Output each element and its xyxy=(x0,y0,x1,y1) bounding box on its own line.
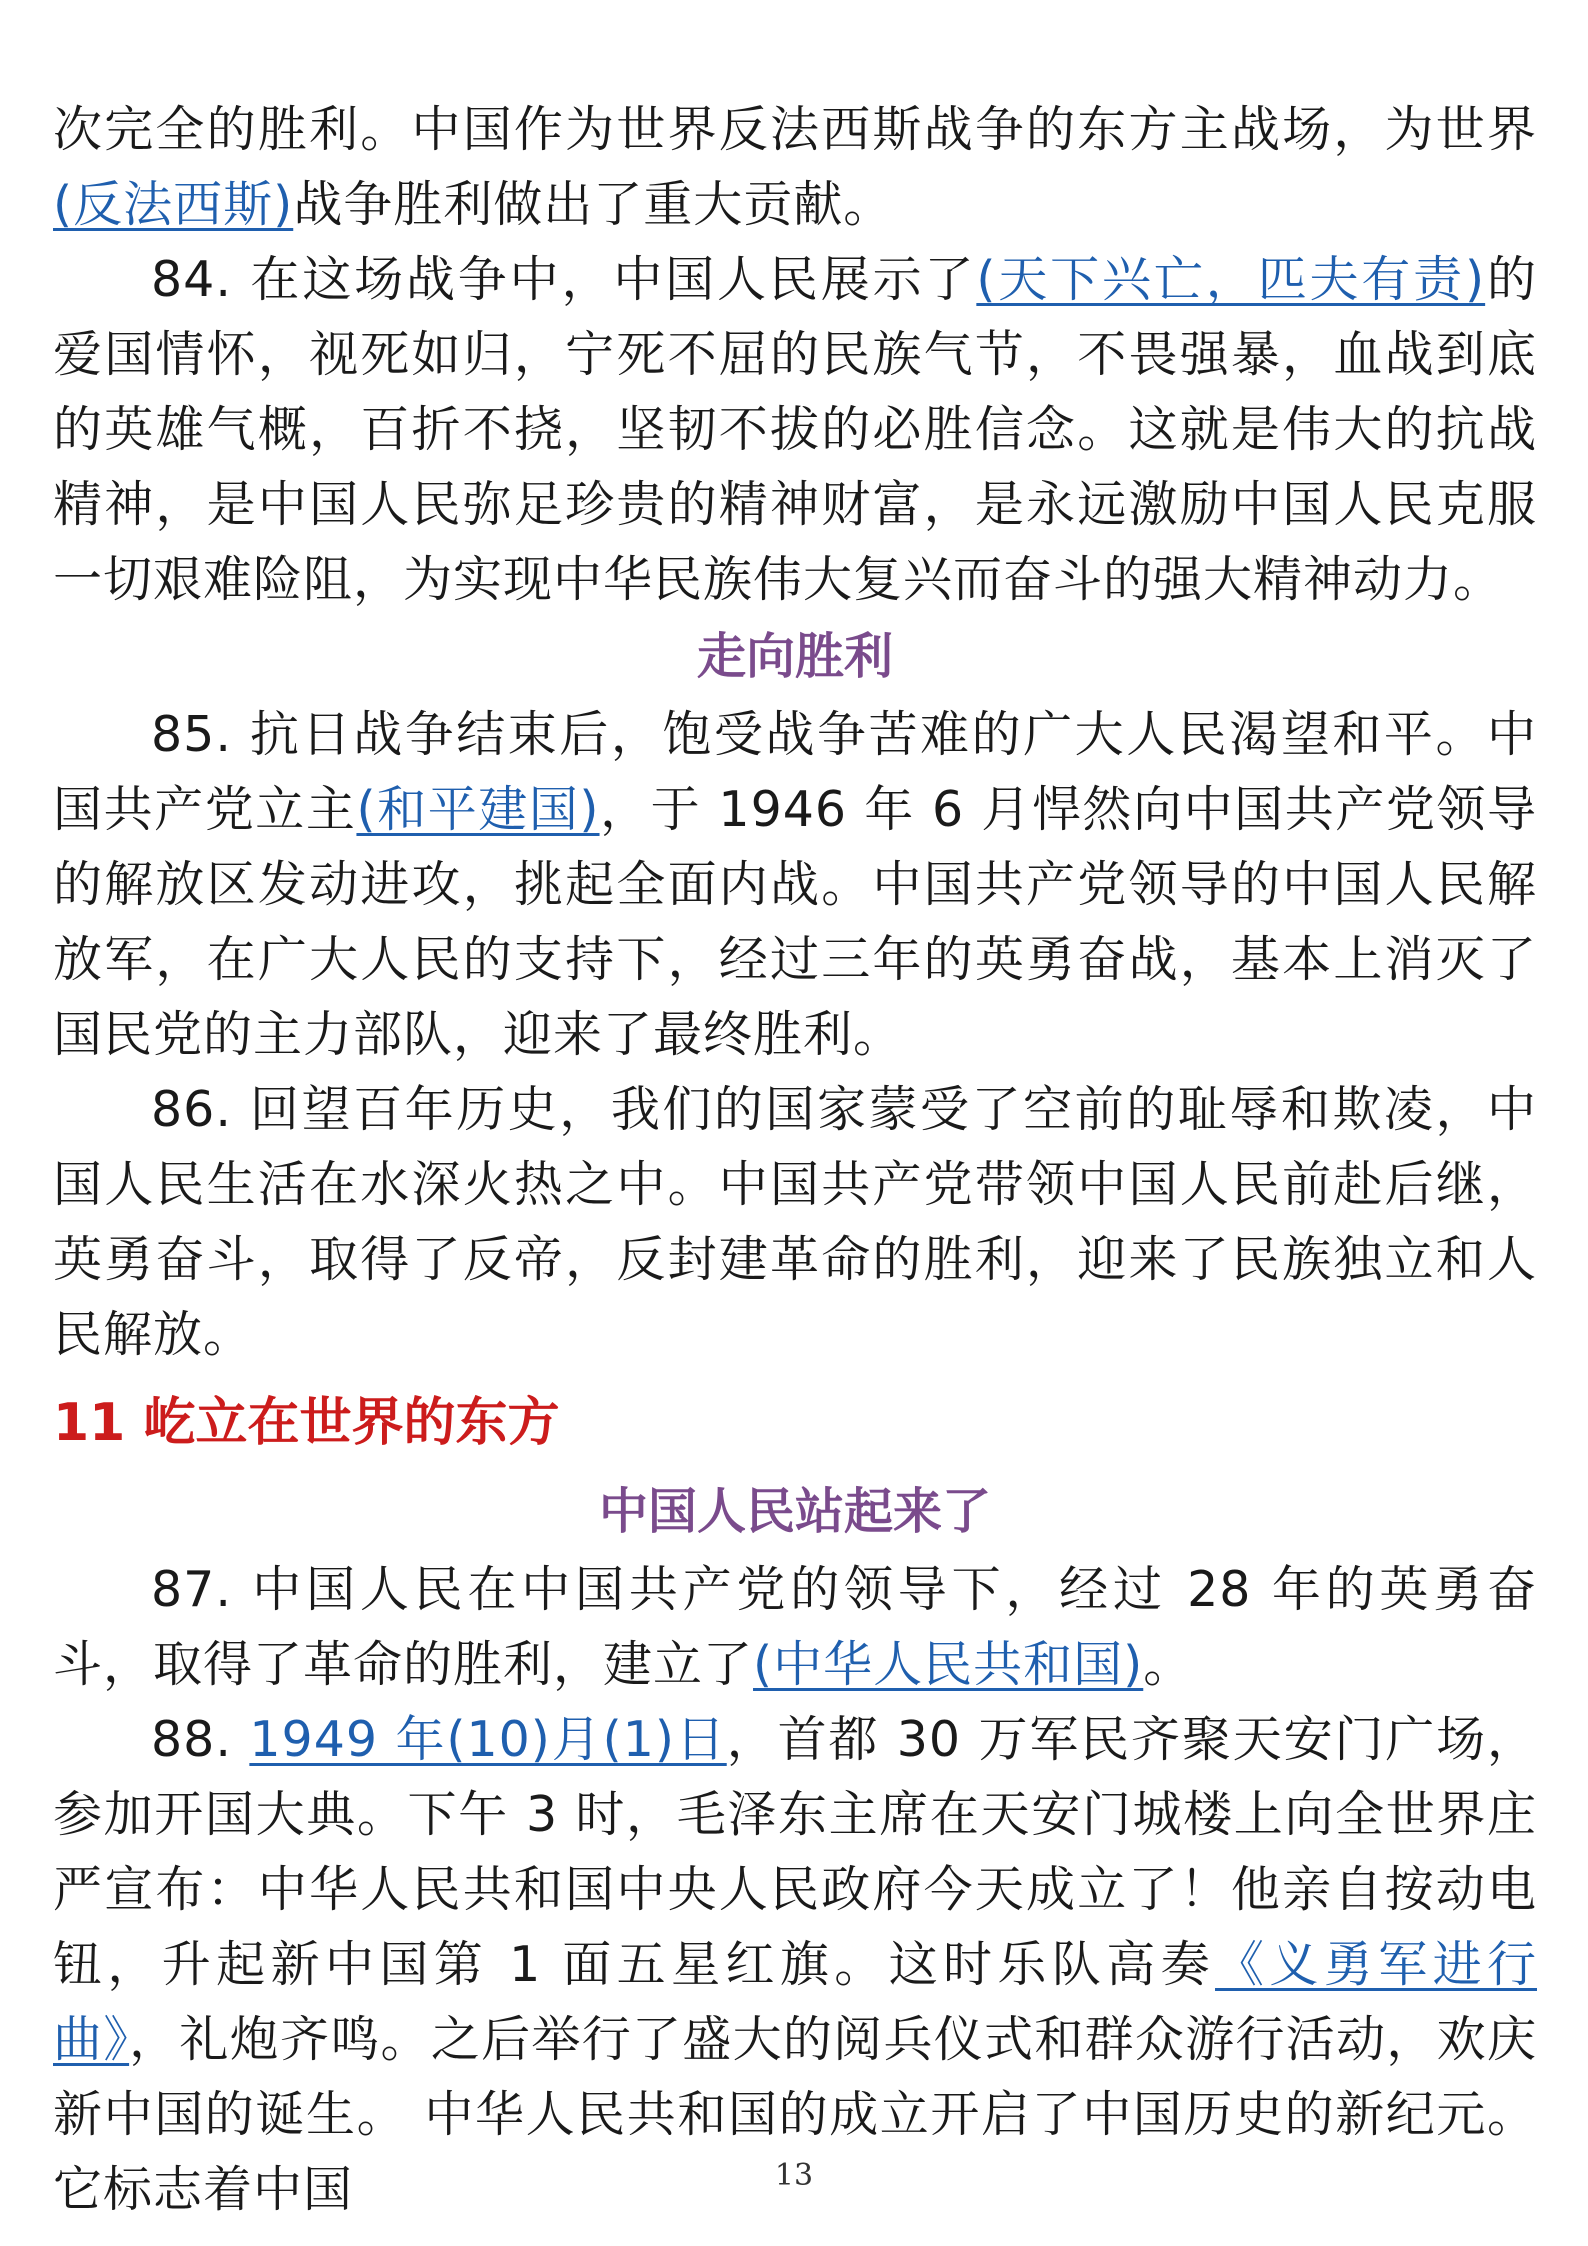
answer-blank: 1949 年(10)月(1)日 xyxy=(249,1711,727,1768)
paragraph-85 xyxy=(53,697,1537,1072)
text-segment: 战争胜利做出了重大贡献。 xyxy=(293,176,894,233)
text-segment: 85. 抗日战争结束后，饱受战争苦难的广大人民渴望和平。中国共产党立主 xyxy=(53,706,1537,838)
section-subheading: 走向胜利 xyxy=(696,628,893,685)
section-subheading: 中国人民站起来了 xyxy=(598,1483,991,1540)
text-segment: ，礼炮齐鸣。之后举行了盛大的阅兵仪式和群众游行活动，欢庆新中国的诞生。 中华人民共和国的成立开启了中国历史的新纪元。它标志着中国 xyxy=(53,2011,1537,2218)
answer-blank: (天下兴亡，匹夫有责) xyxy=(976,251,1486,308)
paragraph-88 xyxy=(53,1702,1537,2227)
page-number: 13 xyxy=(774,2158,814,2193)
text-segment: ，首都 30 万军民齐聚天安门广场，参加开国大典。下午 3 时，毛泽东主席在天安门城楼上向全世界庄严宣布：中华人民共和国中央人民政府今天成立了！他亲自按动电钮，升起新中国第 1 面五星红旗。这时乐队高奏 xyxy=(53,1711,1537,1993)
paragraph-84 xyxy=(53,242,1537,617)
text-segment: 的爱国情怀，视死如归，宁死不屈的民族气节，不畏强暴，血战到底的英雄气概，百折不挠，坚韧不拔的必胜信念。这就是伟大的抗战精神，是中国人民弥足珍贵的精神财富，是永远激励中国人民克服一切艰难险阻，为实现中华民族伟大复兴而奋斗的强大精神动力。 xyxy=(53,251,1537,608)
text-segment: 次完全的胜利。中国作为世界反法西斯战争的东方主战场，为世界 xyxy=(53,101,1537,158)
answer-blank: 《义勇军进行曲》 xyxy=(53,1936,1537,2068)
paragraph-86 xyxy=(53,1072,1537,1372)
chapter-heading: 11 屹立在世界的东方 xyxy=(53,1393,560,1453)
text-segment: 84. 在这场战争中，中国人民展示了 xyxy=(151,251,977,308)
answer-blank: (反法西斯) xyxy=(53,176,294,233)
answer-blank: (中华人民共和国) xyxy=(753,1636,1144,1693)
paragraph-87 xyxy=(53,1552,1537,1702)
text-segment: ，于 1946 年 6 月悍然向中国共产党领导的解放区发动进攻，挑起全面内战。中国共产党领导的中国人民解放军，在广大人民的支持下，经过三年的英勇奋战，基本上消灭了国民党的主力部队，迎来了最终胜利。 xyxy=(53,781,1537,1063)
document-page xyxy=(53,92,1537,2227)
text-segment: 86. 回望百年历史，我们的国家蒙受了空前的耻辱和欺凌，中国人民生活在水深火热之中。中国共产党带领中国人民前赴后继，英勇奋斗，取得了反帝，反封建革命的胜利，迎来了民族独立和人民解放。 xyxy=(53,1081,1537,1363)
paragraph-continuation xyxy=(53,92,1537,242)
text-segment: 87. 中国人民在中国共产党的领导下，经过 28 年的英勇奋斗，取得了革命的胜利，建立了 xyxy=(53,1561,1537,1693)
answer-blank: (和平建国) xyxy=(356,781,600,838)
text-segment: 。 xyxy=(1143,1636,1194,1693)
text-segment: 88. xyxy=(151,1711,250,1768)
